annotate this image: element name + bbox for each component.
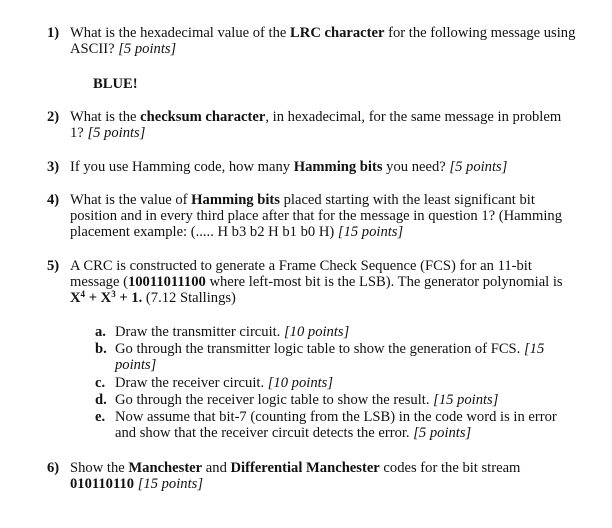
- subpart-body: Draw the receiver circuit.: [115, 374, 268, 391]
- subpart-a: [95, 324, 575, 340]
- subpart-letter: a.: [95, 324, 106, 340]
- question-4-text: [70, 192, 577, 241]
- question-5: [47, 258, 577, 307]
- q6-text-part: Show the: [70, 460, 129, 476]
- subpart-c: [95, 375, 575, 391]
- question-6: [47, 460, 577, 492]
- subpart-body: Draw the transmitter circuit.: [115, 324, 284, 340]
- q2-text-part: , in hexadecimal, for the same message in problem 1?: [70, 109, 562, 142]
- q5-subparts: [95, 324, 575, 442]
- subpart-d: [95, 392, 575, 408]
- question-1-number: 1): [47, 25, 60, 41]
- q6-bold-term: Differential Manchester: [230, 460, 380, 476]
- subpart-points: [15 points]: [433, 391, 499, 408]
- subpart-points: [10 points]: [283, 324, 350, 340]
- subpart-letter: e.: [95, 409, 106, 426]
- question-3-number: 3): [47, 159, 60, 175]
- q4-text-part: placed starting with the least significant bit position and in every third place after that for the message in question 1? (Hamming placement example: (..... H b3 b2 H b1 b0 H): [70, 192, 562, 241]
- subpart-body: Now assume that bit-7 (counting from the LSB) in the code word is in error and show that the receiver circuit detects the error.: [115, 409, 557, 442]
- q2-points: [5 points]: [87, 125, 146, 142]
- subpart-text: [115, 375, 575, 391]
- subpart-letter: b.: [95, 341, 107, 358]
- q3-points: [5 points]: [449, 159, 508, 175]
- q2-bold-term: checksum character: [140, 109, 266, 125]
- q5-text-part: A CRC is constructed to generate a Frame Check Sequence (FCS) for an 11-bit message (: [70, 258, 532, 291]
- question-4-number: 4): [47, 192, 60, 208]
- q5-bold-bits: 10011011100: [127, 274, 206, 291]
- q6-text-part: codes for the bit stream: [379, 460, 521, 476]
- message-blue: BLUE!: [93, 76, 138, 92]
- question-5-number: 5): [47, 258, 60, 274]
- subpart-points: [10 points]: [267, 374, 334, 391]
- subpart-body: Go through the receiver logic table to show the result.: [115, 391, 434, 408]
- poly-exp-4: 4: [80, 289, 86, 300]
- subpart-points: [15 points]: [115, 341, 545, 374]
- q1-text-part: for the following message using ASCII?: [70, 25, 576, 58]
- subpart-letter: c.: [95, 374, 106, 391]
- question-6-number: 6): [47, 460, 60, 476]
- question-4: [47, 192, 577, 241]
- q5-reference: (7.12 Stallings): [142, 290, 236, 307]
- question-5-text: [70, 258, 577, 307]
- generator-polynomial: [70, 290, 142, 306]
- q6-bold-term: Manchester: [128, 460, 203, 476]
- subpart-b: [95, 341, 575, 373]
- q3-text-part: you need?: [382, 159, 450, 175]
- question-2-number: 2): [47, 109, 60, 125]
- q1-bold-term: LRC character: [290, 25, 385, 41]
- subpart-points: [5 points]: [413, 425, 472, 442]
- q3-bold-term: Hamming bits: [293, 159, 383, 175]
- subpart-e: [95, 409, 575, 441]
- poly-term: + 1.: [115, 290, 143, 307]
- q4-points: [15 points]: [337, 224, 404, 241]
- subpart-body: Go through the transmitter logic table to show the generation of FCS.: [115, 341, 524, 358]
- subpart-text: [115, 392, 575, 408]
- subpart-letter: d.: [95, 391, 107, 408]
- q1-text-part: What is the hexadecimal value of the: [70, 25, 291, 41]
- question-2: [47, 109, 577, 141]
- q1-points: [5 points]: [118, 41, 177, 58]
- q6-bit-stream: 010110110: [70, 476, 135, 493]
- poly-term: + X: [85, 290, 112, 307]
- q4-text-part: What is the value of: [70, 192, 192, 208]
- q6-text-part: and: [202, 460, 231, 476]
- q2-text-part: What is the: [70, 109, 141, 125]
- q3-text-part: If you use Hamming code, how many: [70, 159, 294, 175]
- subpart-text: [115, 324, 575, 340]
- q6-points: [15 points]: [137, 476, 203, 493]
- q5-text-part: where left-most bit is the LSB). The generator polynomial is: [205, 274, 563, 291]
- question-1-text: [70, 25, 577, 57]
- question-3: [47, 159, 577, 175]
- question-3-text: [70, 159, 577, 175]
- subpart-text: [115, 409, 575, 441]
- question-1: [47, 25, 577, 57]
- poly-exp-3: 3: [111, 289, 116, 300]
- question-6-text: [70, 460, 577, 492]
- subpart-text: [115, 341, 575, 373]
- poly-x: X: [70, 290, 81, 307]
- question-2-text: [70, 109, 577, 141]
- q4-bold-term: Hamming bits: [191, 192, 280, 208]
